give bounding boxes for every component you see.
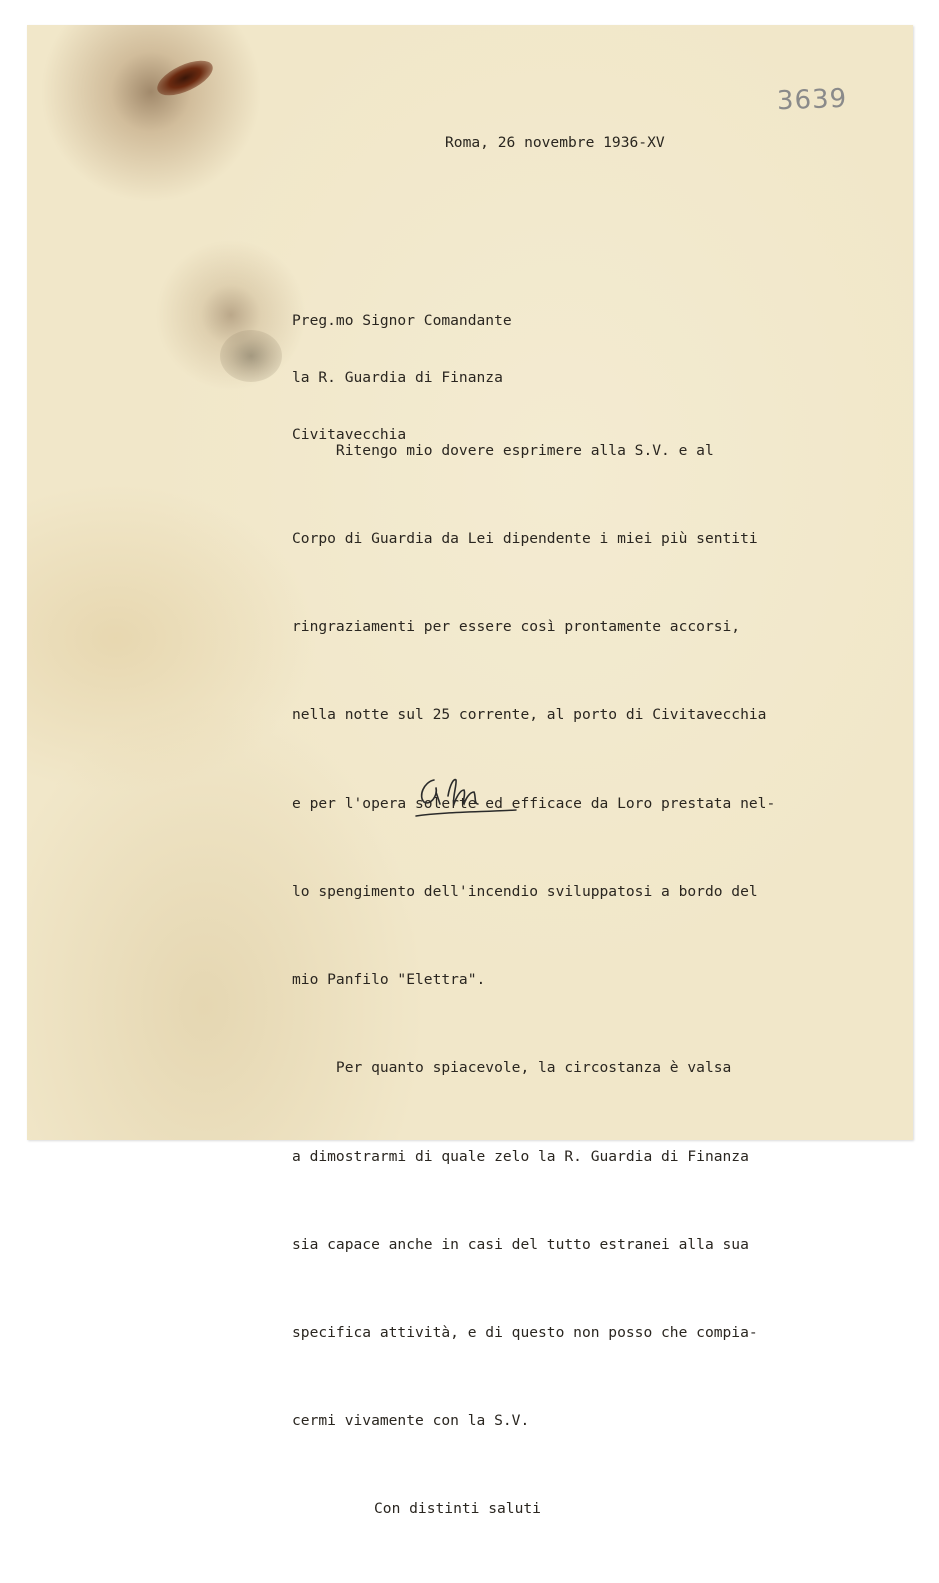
addressee-line: la R. Guardia di Finanza (292, 369, 503, 386)
body-line: ringraziamenti per essere così prontamente accorsi, (292, 618, 741, 636)
closing-line: Con distinti saluti (374, 1500, 541, 1518)
body-line: Ritengo mio dovere esprimere alla S.V. e al (292, 441, 714, 459)
body-line: e per l'opera solerte ed efficace da Loro prestata nel- (292, 794, 776, 812)
body-line: mio Panfilo "Elettra". (292, 971, 486, 989)
letter-body (292, 377, 775, 1583)
addressee-line: Preg.mo Signor Comandante (292, 312, 512, 329)
body-line: a dimostrarmi di quale zelo la R. Guardia di Finanza (292, 1147, 749, 1165)
body-line: Per quanto spiacevole, la circostanza è valsa (292, 1059, 732, 1077)
letter-page (27, 25, 913, 1518)
body-line: lo spengimento dell'incendio sviluppatosi a bordo del (292, 882, 758, 900)
archive-number: 3639 (776, 83, 848, 117)
body-line: specifica attività, e di questo non posso che compia- (292, 1324, 758, 1341)
scorch-stain (220, 330, 282, 382)
body-line: cermi vivamente con la S.V. (292, 1412, 530, 1430)
body-line: sia capace anche in casi del tutto estranei alla sua (292, 1235, 749, 1253)
body-line: nella notte sul 25 corrente, al porto di Civitavecchia (292, 706, 767, 724)
burn-stain (152, 54, 217, 103)
body-line: Corpo di Guardia da Lei dipendente i miei più sentiti (292, 530, 758, 548)
addressee-line: Civitavecchia (292, 426, 407, 443)
signature (412, 770, 522, 820)
date-line: Roma, 26 novembre 1936-XV (445, 134, 665, 151)
